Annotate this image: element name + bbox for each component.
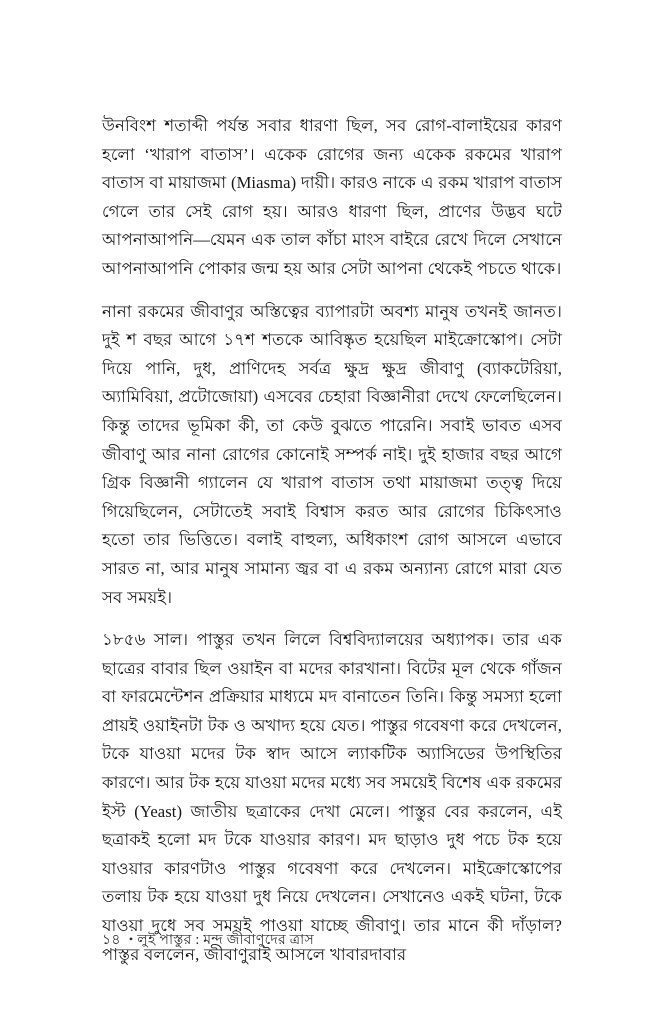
page-footer: [102, 928, 572, 951]
footer-separator-dot: •: [128, 932, 134, 946]
body-text-column: [102, 112, 562, 969]
paragraph-3: ১৮৫৬ সাল। পাস্তুর তখন লিলে বিশ্ববিদ্যালয়ের অধ্যাপক। তার এক ছাত্রের বাবার ছিল ওয়াইন বা মদের কারখানা। বিটের মূল থেকে গাঁজন বা ফারমেন্টেশন প্রক্রিয়ার মাধ্যমে মদ বানাতেন তিনি। কিন্তু সমস্যা হলো প্রায়ই ওয়াইনটা টক ও অখাদ্য হয়ে যেত। পাস্তুর গবেষণা করে দেখলেন, টকে যাওয়া মদের টক স্বাদ আসে ল্যাকটিক অ্যাসিডের উপস্থিতির কারণে। আর টক হয়ে যাওয়া মদের মধ্যে সব সময়েই বিশেষ এক রকমের ইস্ট (Yeast) জাতীয় ছত্রাকের দেখা মেলে। পাস্তুর বের করলেন, এই ছত্রাকই হলো মদ টকে যাওয়ার কারণ। মদ ছাড়াও দুধ পচে টক হয়ে যাওয়ার কারণটাও পাস্তুর গবেষণা করে দেখলেন। মাইক্রোস্কোপের তলায় টক হয়ে যাওয়া দুধ নিয়ে দেখলেন। সেখানেও একই ঘটনা, টকে যাওয়া দুধে সব সময়ই পাওয়া যাচ্ছে জীবাণু। তার মানে কী দাঁড়াল? পাস্তুর বললেন, জীবাণুরাই আসলে খাবারদাবার: [102, 630, 563, 964]
footer-book-title: লুই পাস্তুর : মন্দ জীবাণুদের ত্রাস: [137, 932, 315, 948]
footer-page-number: ১৪: [102, 932, 121, 948]
paragraph-2: নানা রকমের জীবাণুর অস্তিত্বের ব্যাপারটা অবশ্য মানুষ তখনই জানত। দুই শ বছর আগে ১৭শ শতকে আবিষ্কৃত হয়েছিল মাইক্রোস্কোপ। সেটা দিয়ে পানি, দুধ, প্রাণিদেহ সর্বত্র ক্ষুদ্র ক্ষুদ্র জীবাণু (ব্যাকটেরিয়া, অ্যামিবিয়া, প্রটোজোয়া) এসবের চেহারা বিজ্ঞানীরা দেখে ফেলেছিলেন। কিন্তু তাদের ভূমিকা কী, তা কেউ বুঝতে পারেনি। সবাই ভাবত এসব জীবাণু আর নানা রোগের কোনোই সম্পর্ক নাই। দুই হাজার বছর আগে গ্রিক বিজ্ঞানী গ্যালেন যে খারাপ বাতাস তথা মায়াজমা তত্ত্ব দিয়ে গিয়েছিলেন, সেটাতেই সবাই বিশ্বাস করত আর রোগের চিকিৎসাও হতো তার ভিত্তিতে। বলাই বাহুল্য, অধিকাংশ রোগ আসলে এভাবে সারত না, আর মানুষ সামান্য জ্বর বা এ রকম অন্যান্য রোগে মারা যেত সব সময়ই।: [102, 301, 562, 607]
paragraph-1: উনবিংশ শতাব্দী পর্যন্ত সবার ধারণা ছিল, সব রোগ-বালাইয়ের কারণ হলো ‘খারাপ বাতাস’। একেক রোগের জন্য একেক রকমের খারাপ বাতাস বা মায়াজমা (Miasma) দায়ী। কারও নাকে এ রকম খারাপ বাতাস গেলে তার সেই রোগ হয়। আরও ধারণা ছিল, প্রাণের উদ্ভব ঘটে আপনাআপনি—যেমন এক তাল কাঁচা মাংস বাইরে রেখে দিলে সেখানে আপনাআপনি পোকার জন্ম হয় আর সেটা আপনা থেকেই পচতে থাকে।: [102, 116, 562, 278]
